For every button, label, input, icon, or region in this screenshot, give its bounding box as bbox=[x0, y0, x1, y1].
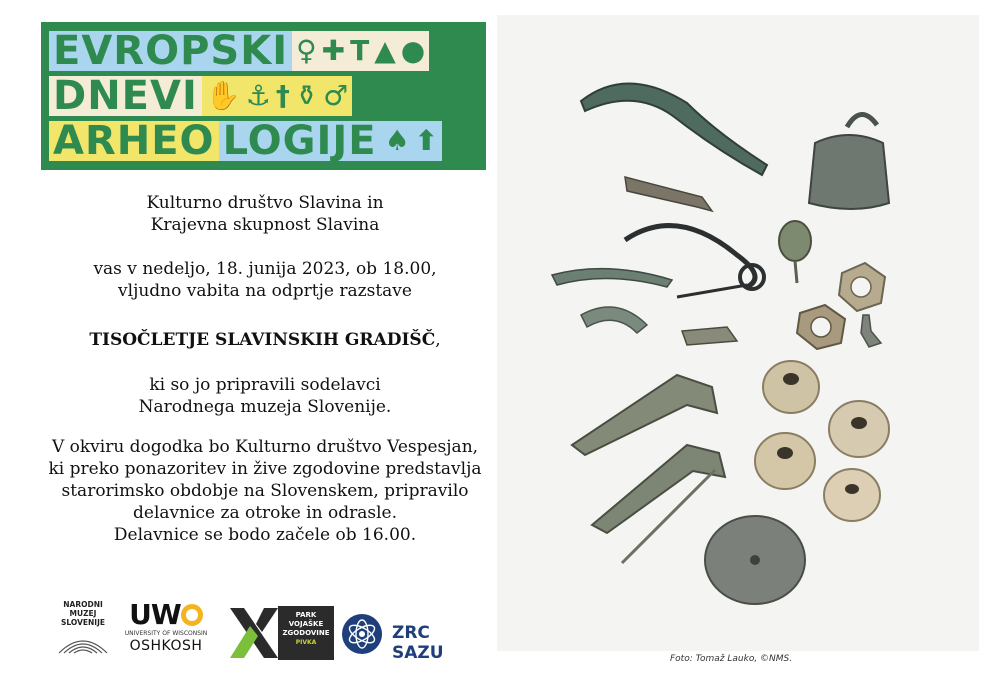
banner-word-arheo: ARHEO bbox=[49, 121, 219, 161]
zrc-sazu-logo bbox=[342, 614, 482, 663]
uwo-logo bbox=[124, 600, 208, 654]
banner-icons-row-2 bbox=[202, 76, 353, 116]
whorl-hole bbox=[783, 373, 799, 385]
bronze-brooch bbox=[682, 327, 737, 345]
prepared-by-block bbox=[30, 374, 500, 418]
sazu-label: ZRC SAZU bbox=[392, 623, 444, 663]
whorl-hole bbox=[777, 447, 793, 459]
bronze-bell bbox=[809, 135, 889, 209]
artifact-icon: ♠ bbox=[384, 124, 410, 157]
fibula-pin bbox=[677, 285, 747, 297]
artifacts-photo bbox=[497, 15, 979, 651]
nms-arch-icon bbox=[55, 627, 111, 657]
artifact-icon: T bbox=[350, 34, 370, 67]
nms-logo bbox=[52, 600, 114, 659]
event-line: V okviru dogodka bo Kulturno društvo Vespesjan, bbox=[51, 437, 479, 457]
artifact-icon: ⬆ bbox=[414, 124, 439, 157]
nms-logo-text: MUZEJ bbox=[69, 609, 97, 618]
banner-icons-row-1 bbox=[292, 31, 429, 71]
spindle-whorl bbox=[755, 433, 815, 489]
banner-icons-row-3 bbox=[381, 121, 443, 161]
prepared-line: ki so jo pripravili sodelavci bbox=[149, 375, 381, 395]
bronze-fibula bbox=[552, 269, 672, 287]
artifact-icon: ● bbox=[400, 34, 426, 67]
bronze-fibula-small bbox=[581, 307, 647, 333]
invite-block bbox=[30, 258, 500, 302]
artifact-icon: ✋ bbox=[205, 79, 241, 112]
park-logo-text: VOJAŠKE bbox=[288, 620, 324, 628]
banner-row-2 bbox=[49, 73, 352, 119]
whorl-hole bbox=[851, 417, 867, 429]
banner-row-1 bbox=[49, 28, 429, 74]
bronze-ring-hole bbox=[851, 277, 871, 297]
uwo-subtitle: UNIVERSITY OF WISCONSIN bbox=[124, 630, 208, 637]
exhibition-title-text: TISOČLETJE SLAVINSKIH GRADIŠČ bbox=[89, 330, 436, 350]
artifact-icon: ▲ bbox=[374, 34, 396, 67]
spindle-whorl bbox=[824, 469, 880, 521]
bronze-fragment bbox=[625, 177, 712, 211]
exhibition-title-comma: , bbox=[435, 330, 441, 350]
sazu-emblem-icon bbox=[342, 614, 382, 654]
partner-logos bbox=[40, 600, 500, 670]
small-pendant bbox=[861, 315, 881, 347]
park-logo bbox=[228, 606, 332, 660]
park-logo-text: PIVKA bbox=[295, 639, 317, 646]
park-logo-text: ZGODOVINE bbox=[282, 629, 330, 637]
hosts-line: Krajevna skupnost Slavina bbox=[150, 215, 380, 235]
artifact-icon: ♀ bbox=[296, 34, 317, 67]
nms-logo-text: SLOVENIJE bbox=[61, 618, 105, 627]
acorn-stem bbox=[795, 261, 797, 283]
uwo-city: OSHKOSH bbox=[129, 638, 203, 654]
event-details-block bbox=[30, 436, 500, 546]
event-line: starorimsko obdobje na Slovenskem, pripravilo bbox=[61, 481, 469, 501]
prepared-line: Narodnega muzeja Slovenije. bbox=[138, 397, 392, 417]
event-line: ki preko ponazoritev in žive zgodovine predstavlja bbox=[48, 459, 482, 479]
uwo-letter: W bbox=[150, 598, 181, 631]
banner-row-3 bbox=[49, 118, 442, 164]
event-banner bbox=[41, 22, 486, 170]
photo-credit: Foto: Tomaž Lauko, ©NMS. bbox=[670, 654, 793, 664]
bronze-acorn bbox=[779, 221, 811, 261]
banner-word-evropski: EVROPSKI bbox=[49, 31, 292, 71]
uwo-mark bbox=[124, 600, 208, 630]
nms-logo-text: NARODNI bbox=[63, 600, 103, 609]
spindle-whorl bbox=[763, 361, 819, 413]
roman-fibula bbox=[592, 445, 725, 533]
artifact-icon: † bbox=[275, 79, 290, 112]
uwo-letter: U bbox=[129, 598, 151, 631]
artifact-icon: ✚ bbox=[321, 34, 346, 67]
event-line: Delavnice se bodo začele ob 16.00. bbox=[113, 525, 417, 545]
hosts-line: Kulturno društvo Slavina in bbox=[146, 193, 384, 213]
whorl-hole bbox=[845, 484, 859, 494]
event-line: delavnice za otroke in odrasle. bbox=[133, 503, 397, 523]
artifacts-illustration bbox=[497, 15, 979, 651]
bronze-ring-hole bbox=[811, 317, 831, 337]
disc-center bbox=[750, 555, 760, 565]
banner-word-logije: LOGIJE bbox=[219, 121, 381, 161]
artifact-icon: ♂ bbox=[323, 79, 349, 112]
park-logo-box bbox=[278, 606, 334, 660]
invite-line: vas v nedeljo, 18. junija 2023, ob 18.00, bbox=[93, 259, 437, 279]
bell-handle bbox=[847, 114, 877, 127]
roman-fibula bbox=[572, 375, 717, 455]
invite-line: vljudno vabita na odprtje razstave bbox=[118, 281, 412, 301]
hosts-block bbox=[30, 192, 500, 236]
park-logo-text: PARK bbox=[295, 611, 317, 619]
exhibition-title bbox=[30, 329, 500, 351]
bronze-sickle bbox=[581, 83, 767, 175]
artifact-icon: ⚱ bbox=[294, 79, 319, 112]
banner-word-dnevi: DNEVI bbox=[49, 76, 202, 116]
artifact-icon: ⚓ bbox=[245, 79, 271, 112]
park-x-icon bbox=[228, 606, 280, 660]
uwo-circle-icon bbox=[181, 604, 203, 626]
